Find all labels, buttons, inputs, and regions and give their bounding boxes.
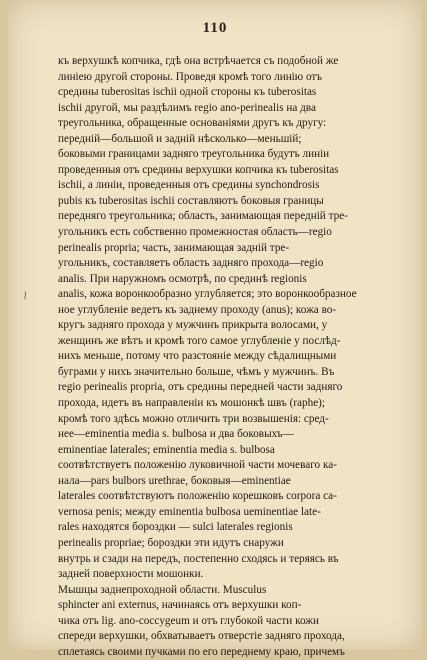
text-line: сплетаясь своими пучками по его переднему краю, причемъ [58, 645, 345, 658]
text-line: передняго треугольника; область, занимающая передній тре- [58, 210, 348, 223]
text-line: кругъ задняго прохода у мужчинъ прикрыта волосами, у [58, 319, 328, 332]
text-line: нее—eminentia media s. bulbosa и два боковыхъ— [58, 428, 294, 441]
text-line: ное углубленіе ведетъ къ заднему проходу (anus); кожа во- [58, 303, 337, 316]
text-line: линiею другой стороны. Проведя кромѣ того линiю отъ [58, 70, 323, 83]
text-line: угольникъ, составляетъ область задняго прохода—regio [58, 257, 324, 270]
page-number: 110 [202, 20, 228, 36]
text-line: vernosa penis; между eminentia bulbosa ueminentiae late- [58, 505, 321, 518]
text-line: женщинъ же вѣтъ и кромѣ того самое углубленіе у послѣд- [58, 334, 341, 347]
text-line: угольникъ есть собственно промежностая область—regio [58, 226, 332, 239]
text-line: боковыми границами задняго треугольника будутъ линіи [58, 148, 330, 161]
text-line: соотвѣтствуетъ положенію луковичной части мочеваго ка- [58, 459, 337, 472]
text-line: прохода, идетъ въ направленіи къ мошонкѣ швъ (raphe); [58, 397, 325, 410]
text-line: perinealis propriae; бороздки эти идутъ снаружи [58, 536, 284, 549]
text-line: передній—большой и задній нѣсколько—меньшій; [58, 132, 302, 145]
text-line: sphincter ani externus, начинаясь отъ верхушки коп- [58, 599, 302, 612]
text-line: нала—pars bulbors urethrae, боковыя—eminentiae [58, 474, 291, 487]
text-line: чика отъ lig. ano-coccygeum и отъ глубокой части кожи [58, 614, 319, 627]
text-line: Мышцы заднепроходной области. Musculus [58, 583, 267, 596]
text-line: laterales соотвѣтствуютъ положенію корешковъ corpora ca- [58, 490, 337, 503]
text-line: задней поверхности мошонки. [58, 568, 204, 581]
text-line: regio perinealis propria, отъ средины передней части задняго [58, 381, 343, 394]
text-line: буграми у нихъ значительно больше, чѣмъ у мужчинъ. Въ [58, 365, 335, 378]
body-text [58, 54, 414, 660]
text-line: analis, кожа воронкообразно углубляется; это воронкообразное [58, 288, 357, 301]
text-line: rales находятся бороздки — sulci laterales regionis [58, 521, 293, 534]
text-line: средины tuberositas ischii одной стороны къ tuberositas [58, 86, 317, 99]
text-line: проведенныя отъ средины верхушки копчика къ tuberositas [58, 163, 339, 176]
text-line: внутрь и сзади на передъ, постепенно сходясь и теряясь въ [58, 552, 339, 565]
text-line: eminentiae laterales; eminentia media s. bulbosa [58, 443, 275, 456]
text-line: ischii другой, мы раздѣлимъ regio ano-perinealis на два [58, 101, 316, 114]
text-line: perinealis propria; часть, занимающая задній тре- [58, 241, 290, 254]
text-line: къ верхушкѣ копчика, гдѣ она встрѣчается съ подобной же [58, 55, 339, 67]
text-line: pubis къ tuberositas ischii составляютъ боковыя границы [58, 194, 324, 207]
text-line: ischii, а линіи, проведенныя отъ средины synchondrosis [58, 179, 320, 192]
text-line: треугольника, обращенные основанiями другъ къ другу: [58, 117, 327, 130]
text-line: спереди верхушки, обхватываетъ отверстіе задняго прохода, [58, 630, 345, 643]
text-line: кромѣ того здѣсь можно отличить три возвышенія: сред- [58, 412, 329, 425]
book-page [8, 0, 422, 658]
text-line: нихъ меньше, потому что разстояніе между сѣдалищными [58, 350, 337, 363]
text-line: analis. При наружномъ осмотрѣ, по срединѣ regionis [58, 272, 307, 285]
margin-pencil-mark: ⁓ [20, 291, 30, 300]
